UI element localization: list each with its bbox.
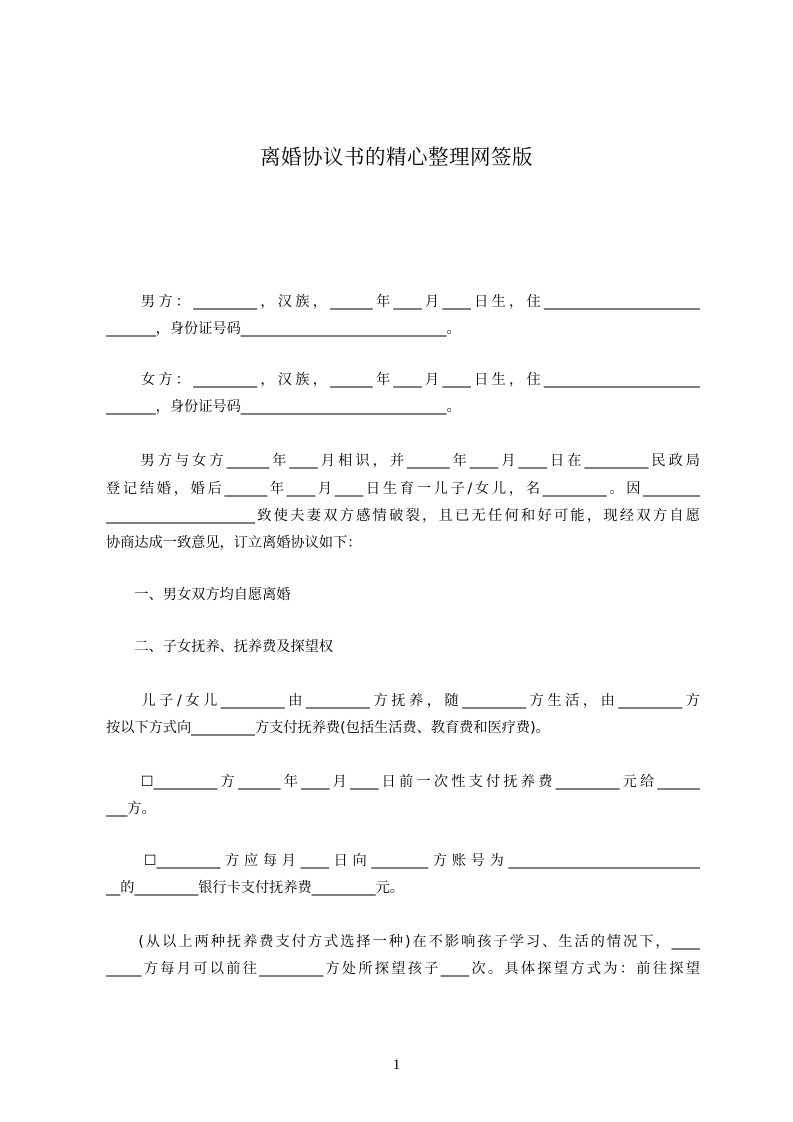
paragraph-line: _____方每月可以前往_________方处所探望孩子____次。具体探望方式为：前往探望 [106,961,700,977]
paragraph-line: 按以下方式向_________方支付抚养费(包括生活费、教育费和医疗费)。 [106,720,550,736]
page-number: 1 [392,1057,401,1073]
paragraph-line: (从以上两种抚养费支付方式选择一种)在不影响孩子学习、生活的情况下，____ [106,934,700,950]
paragraph-line: 登记结婚，婚后______年____月____日生育一儿子/女儿，名_________。因________ [106,481,700,497]
paragraph-line: 女方：_________，汉族，______年____月____日生，住______________________ [106,372,700,388]
paragraph-line: __的_________银行卡支付抚养费_________元。 [106,880,404,896]
checkbox-option-line: ☐_________方应每月____日向________方账号为___________________________ [106,853,700,869]
paragraph-line: _____________________致使夫妻双方感情破裂，且已无任何和好可能，现经双方自愿 [106,508,700,524]
paragraph-line: 协商达成一致意见，订立离婚协议如下： [106,535,362,551]
checkbox-option-line: ☐_________方______年____月____日前一次性支付抚养费_________元给______ [106,774,700,790]
section-heading: 一、男女双方均自愿离婚 [106,587,291,603]
document-title: 离婚协议书的精心整理网签版 [260,145,533,169]
paragraph-line: 男方与女方______年____月相识，并______年____月____日在_________民政局 [106,453,700,469]
paragraph-line: _______，身份证号码_____________________________。 [106,399,461,415]
paragraph-line: 儿子/女儿_________由_________方抚养，随_________方生活，由_________方 [106,693,700,709]
section-heading: 二、子女抚养、抚养费及探望权 [106,639,334,655]
paragraph-line: ___方。 [106,801,156,817]
paragraph-line: 男方：_________，汉族，______年____月____日生，住______________________ [106,294,700,310]
paragraph-line: _______，身份证号码_____________________________。 [106,321,461,337]
